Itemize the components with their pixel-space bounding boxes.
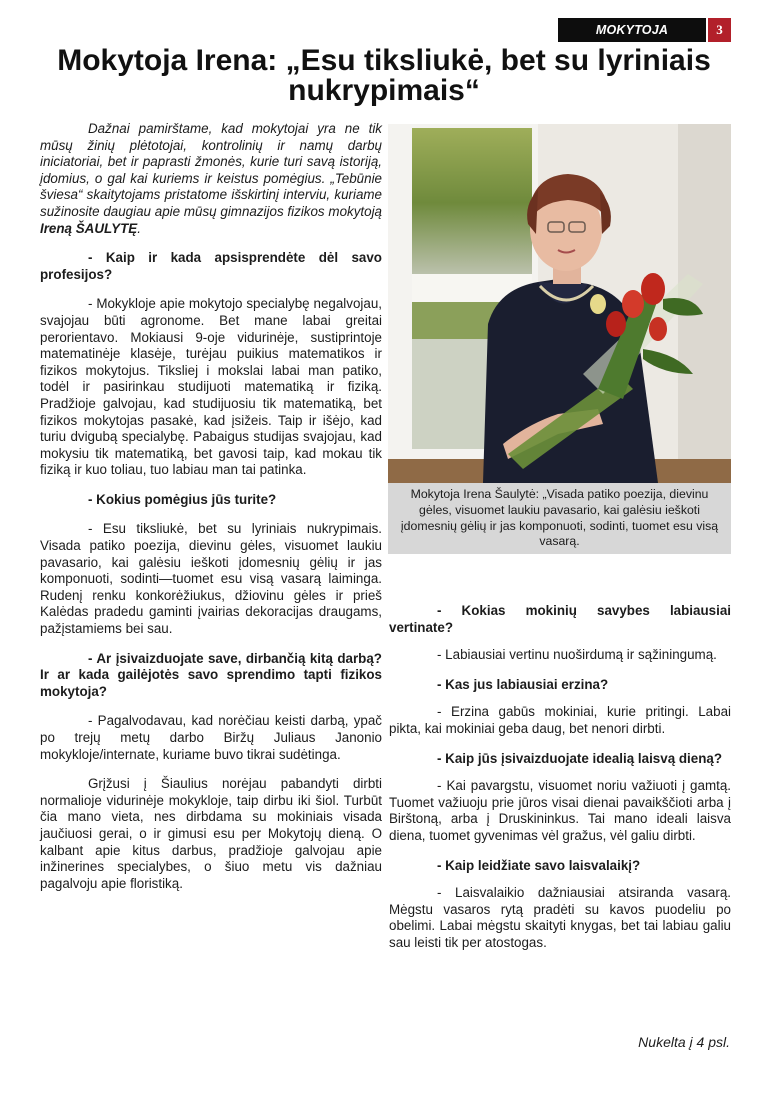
answer: - Mokykloje apie mokytojo specialybę negalvojau, svajojau būti agronome. Bet mane labai greitai perorientavo. Mokiausi 9-oje vidurinėje, sustiprintoje matematinėje klasėje, turėjau puikius matematikos ir fizikos mokytojus. Tiksliej i mokslai labai man patiko, todėl ir pasirinkau studijuoti matematiką ir fiziką. Pradžioje galvojau, kad studijuosiu tik matematiką, bet fizikos mokytojas pasakė, kad įsižeis. Taip ir išėjo, kad turiu dvigubą specialybę. Pabaigus studijas svajojau, kad mokysiu tik matematiką, bet gavosi taip, kad mokau tik fiziką ir kuo toliau, tuo labiau man tai patinka. bbox=[40, 296, 382, 478]
answer: Grįžusi į Šiaulius norėjau pabandyti dirbti normalioje vidurinėje mokykloje, taip dirbu iki šiol. Turbūt čia mano vieta, nes dirbdama su mokiniais visada jaučiuosi gerai, o ir gimusi esu per Mokytojų dieną. O kalbant apie kitus darbus, pradžioje galvojau apie inžinerines specialybes, o šiuo metu vis dažniau pagalvoju apie floristiką. bbox=[40, 776, 382, 891]
answer: - Laisvalaikio dažniausiai atsiranda vasarą. Mėgstu vasaros rytą pradėti su kavos puodeliu po obelimi. Labai mėgstu skaityti knygas, bet tai labiau galiu sau leisti tik per atostogas. bbox=[389, 885, 731, 950]
question: - Kokias mokinių savybes labiausiai vertinate? bbox=[389, 603, 731, 635]
teacher-photo bbox=[388, 124, 731, 483]
question: - Kaip leidžiate savo laisvalaikį? bbox=[437, 857, 641, 873]
question: - Ar įsivaizduojate save, dirbančią kitą darbą? Ir ar kada gailėjotės savo sprendimo tapti fizikos mokytoja? bbox=[40, 650, 382, 699]
article-title: Mokytoja Irena: „Esu tiksliukė, bet su lyriniais nukrypimais“ bbox=[57, 44, 711, 107]
answer: - Esu tiksliukė, bet su lyriniais nukrypimais. Visada patiko poezija, dievinu gėles, visuomet laukiu pavasario, kai galėsiu ieškoti įdomesnių gėlių ir jas komponuoti, sodinti—tuomet esu visą vasarą laiminga. Rudenį renku konkorėžiukus, džiovinu gėles ir prieš Kalėdas pradedu gaminti įvairias dekoracijas draugams, pažįstamiems bei sau. bbox=[40, 521, 382, 637]
page-header bbox=[558, 18, 731, 42]
continued-note: Nukelta į 4 psl. bbox=[638, 1034, 730, 1050]
right-column bbox=[389, 603, 731, 965]
question: - Kaip ir kada apsisprendėte dėl savo profesijos? bbox=[40, 250, 382, 282]
photo-caption: Mokytoja Irena Šaulytė: „Visada patiko poezija, dievinu gėles, visuomet laukiu pavasario, kai galėsiu ieškoti įdomesnių gėlių ir jas komponuoti, sodinti, tuomet esu visą vasarą. bbox=[400, 487, 719, 549]
section-label: MOKYTOJA bbox=[558, 18, 706, 42]
answer: - Labiausiai vertinu nuoširdumą ir sąžiningumą. bbox=[437, 647, 717, 663]
question: - Kas jus labiausiai erzina? bbox=[437, 676, 609, 692]
intro-paragraph: Dažnai pamirštame, kad mokytojai yra ne tik mūsų žinių plėtotojai, kontrolinių ir namų darbų iniciatoriai, bet ir paprasti žmonės, kurie turi savą istoriją, įdomius, o gal kai kuriems ir keistus pomėgius. „Tebūnie šviesa“ skaitytojams pristatome išskirtinį interviu, kuriame sužinosite daugiau apie mūsų gimnazijos fizikos mokytoją Ireną ŠAULYTĘ. bbox=[40, 121, 382, 236]
teacher-name: Ireną ŠAULYTĘ bbox=[40, 220, 138, 236]
left-column bbox=[40, 121, 382, 905]
intro-text: Dažnai pamirštame, kad mokytojai yra ne tik mūsų žinių plėtotojai, kontrolinių ir namų darbų iniciatoriai, bet ir paprasti žmonės, kurie turi savą istoriją, įdomius, o gal kai kuriems ir keistus pomėgius. „Tebūnie šviesa“ skaitytojams pristatome išskirtinį interviu, kuriame sužinosite daugiau apie mūsų gimnazijos fizikos mokytoją bbox=[40, 121, 382, 219]
answer: - Pagalvodavau, kad norėčiau keisti darbą, ypač po trejų metų darbo Biržų Juliaus Janonio mokykloje/internate, kuriame buvo tikrai sudėtinga. bbox=[40, 713, 382, 762]
answer: - Kai pavargstu, visuomet noriu važiuoti į gamtą. Tuomet važiuoju prie jūros visai dienai pavaikščioti arba į Birštoną, arba į Druskininkus. Tai mano ideali laisva diena, tuomet gyvenimas vėl gražus, vėl galiu dirbti. bbox=[389, 778, 731, 843]
question: - Kokius pomėgius jūs turite? bbox=[88, 491, 277, 507]
page-number: 3 bbox=[708, 18, 731, 42]
question: - Kaip jūs įsivaizduojate idealią laisvą dieną? bbox=[437, 750, 723, 766]
teacher-photo-figure bbox=[388, 124, 731, 554]
answer: - Erzina gabūs mokiniai, kurie pritingi. Labai pikta, kai mokiniai geba daug, bet nenori dirbti. bbox=[389, 704, 731, 736]
